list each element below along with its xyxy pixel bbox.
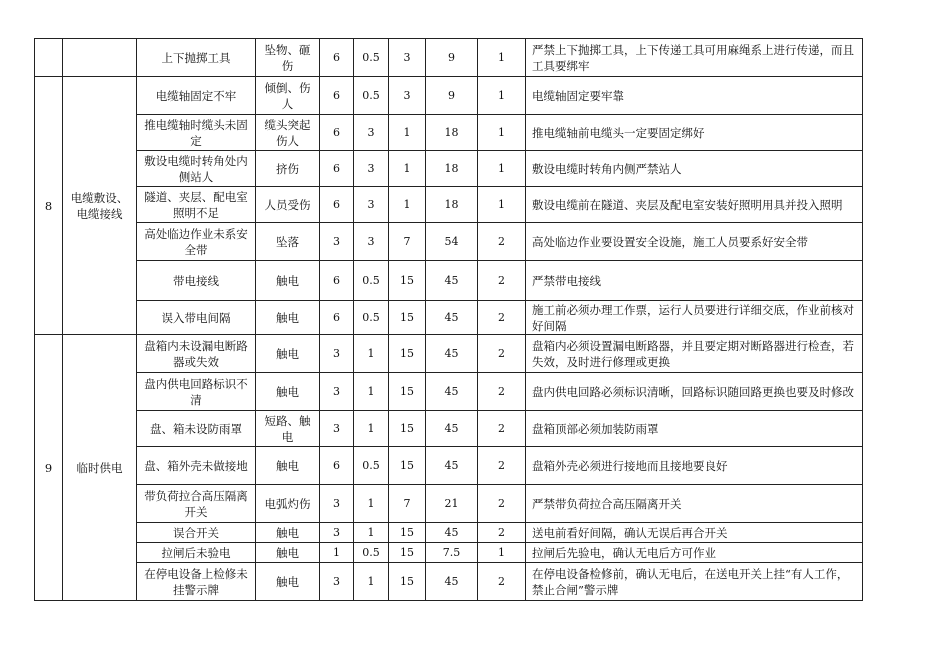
control-measure-cell: 施工前必须办理工作票，运行人员要进行详细交底，作业前核对好间隔 [526,301,863,335]
risk-grade-cell: 1 [478,151,526,187]
d-value-cell: 9 [426,39,478,77]
work-area-cell: 电缆敷设、电缆接线 [63,77,137,335]
table-row [35,187,863,223]
c-value-cell: 1 [389,151,426,187]
control-measure-cell: 在停电设备检修前，确认无电后，在送电开关上挂“有人工作，禁止合闸”警示牌 [526,563,863,601]
control-measure-cell: 敷设电缆前在隧道、夹层及配电室安装好照明用具并投入照明 [526,187,863,223]
hazard-cell: 推电缆轴时缆头未固定 [137,115,256,151]
risk-grade-cell: 2 [478,447,526,485]
hazard-cell: 盘内供电回路标识不清 [137,373,256,411]
harm-cell: 触电 [256,523,320,543]
risk-grade-cell: 2 [478,563,526,601]
l-value-cell: 3 [320,563,354,601]
d-value-cell: 54 [426,223,478,261]
l-value-cell: 6 [320,261,354,301]
e-value-cell: 0.5 [354,447,389,485]
risk-grade-cell: 1 [478,543,526,563]
d-value-cell: 45 [426,411,478,447]
l-value-cell: 3 [320,411,354,447]
table-row [35,485,863,523]
harm-cell: 触电 [256,543,320,563]
hazard-cell: 盘箱内未设漏电断路器或失效 [137,335,256,373]
l-value-cell: 6 [320,151,354,187]
control-measure-cell: 电缆轴固定要牢靠 [526,77,863,115]
d-value-cell: 45 [426,373,478,411]
table-row [35,77,863,115]
c-value-cell: 3 [389,39,426,77]
risk-grade-cell: 2 [478,485,526,523]
control-measure-cell: 拉闸后先验电，确认无电后方可作业 [526,543,863,563]
table-row [35,523,863,543]
table-row [35,447,863,485]
c-value-cell: 1 [389,187,426,223]
d-value-cell: 18 [426,115,478,151]
e-value-cell: 0.5 [354,77,389,115]
d-value-cell: 45 [426,335,478,373]
table-row [35,261,863,301]
item-number-cell [35,39,63,77]
e-value-cell: 3 [354,223,389,261]
d-value-cell: 45 [426,301,478,335]
risk-grade-cell: 2 [478,373,526,411]
harm-cell: 倾倒、伤人 [256,77,320,115]
risk-grade-cell: 1 [478,77,526,115]
e-value-cell: 1 [354,523,389,543]
work-area-cell: 临时供电 [63,335,137,601]
hazard-cell: 带负荷拉合高压隔离开关 [137,485,256,523]
l-value-cell: 6 [320,39,354,77]
e-value-cell: 0.5 [354,39,389,77]
harm-cell: 触电 [256,335,320,373]
c-value-cell: 15 [389,373,426,411]
harm-cell: 触电 [256,373,320,411]
item-number-cell: 8 [35,77,63,335]
item-number-cell: 9 [35,335,63,601]
hazard-cell: 在停电设备上检修未挂警示牌 [137,563,256,601]
e-value-cell: 3 [354,151,389,187]
d-value-cell: 7.5 [426,543,478,563]
c-value-cell: 15 [389,335,426,373]
c-value-cell: 7 [389,485,426,523]
hazard-cell: 电缆轴固定不牢 [137,77,256,115]
work-area-cell [63,39,137,77]
harm-cell: 触电 [256,447,320,485]
c-value-cell: 15 [389,563,426,601]
c-value-cell: 1 [389,115,426,151]
hazard-cell: 误合开关 [137,523,256,543]
hazard-cell: 上下抛掷工具 [137,39,256,77]
c-value-cell: 7 [389,223,426,261]
control-measure-cell: 盘箱内必须设置漏电断路器，并且要定期对断路器进行检查，若失效，及时进行修理或更换 [526,335,863,373]
risk-grade-cell: 2 [478,301,526,335]
d-value-cell: 9 [426,77,478,115]
control-measure-cell: 盘箱外壳必须进行接地而且接地要良好 [526,447,863,485]
risk-grade-cell: 1 [478,115,526,151]
harm-cell: 触电 [256,563,320,601]
e-value-cell: 3 [354,115,389,151]
table-row [35,115,863,151]
control-measure-cell: 敷设电缆时转角内侧严禁站人 [526,151,863,187]
l-value-cell: 3 [320,373,354,411]
control-measure-cell: 严禁带电接线 [526,261,863,301]
control-measure-cell: 送电前看好间隔，确认无误后再合开关 [526,523,863,543]
table-row [35,563,863,601]
table-row [35,39,863,77]
e-value-cell: 3 [354,187,389,223]
hazard-cell: 拉闸后未验电 [137,543,256,563]
d-value-cell: 18 [426,151,478,187]
d-value-cell: 45 [426,563,478,601]
harm-cell: 坠落 [256,223,320,261]
hazard-cell: 敷设电缆时转角处内侧站人 [137,151,256,187]
hazard-cell: 误入带电间隔 [137,301,256,335]
hazard-cell: 盘、箱未设防雨罩 [137,411,256,447]
c-value-cell: 15 [389,447,426,485]
e-value-cell: 1 [354,335,389,373]
l-value-cell: 1 [320,543,354,563]
e-value-cell: 1 [354,411,389,447]
harm-cell: 触电 [256,301,320,335]
c-value-cell: 15 [389,523,426,543]
e-value-cell: 1 [354,563,389,601]
l-value-cell: 6 [320,77,354,115]
table-row [35,373,863,411]
e-value-cell: 1 [354,373,389,411]
e-value-cell: 1 [354,485,389,523]
risk-grade-cell: 2 [478,523,526,543]
risk-grade-cell: 1 [478,39,526,77]
harm-cell: 短路、触电 [256,411,320,447]
l-value-cell: 6 [320,301,354,335]
table-row [35,543,863,563]
d-value-cell: 21 [426,485,478,523]
d-value-cell: 45 [426,523,478,543]
hazard-cell: 隧道、夹层、配电室照明不足 [137,187,256,223]
e-value-cell: 0.5 [354,301,389,335]
control-measure-cell: 盘内供电回路必须标识清晰，回路标识随回路更换也要及时修改 [526,373,863,411]
harm-cell: 电弧灼伤 [256,485,320,523]
c-value-cell: 3 [389,77,426,115]
risk-grade-cell: 2 [478,411,526,447]
l-value-cell: 6 [320,187,354,223]
c-value-cell: 15 [389,261,426,301]
risk-grade-cell: 2 [478,335,526,373]
l-value-cell: 3 [320,523,354,543]
d-value-cell: 45 [426,447,478,485]
c-value-cell: 15 [389,301,426,335]
d-value-cell: 45 [426,261,478,301]
e-value-cell: 0.5 [354,543,389,563]
d-value-cell: 18 [426,187,478,223]
l-value-cell: 3 [320,485,354,523]
l-value-cell: 6 [320,115,354,151]
table-row [35,151,863,187]
control-measure-cell: 盘箱顶部必须加装防雨罩 [526,411,863,447]
harm-cell: 坠物、砸伤 [256,39,320,77]
table-row [35,223,863,261]
hazard-cell: 高处临边作业未系安全带 [137,223,256,261]
control-measure-cell: 严禁带负荷拉合高压隔离开关 [526,485,863,523]
l-value-cell: 6 [320,447,354,485]
control-measure-cell: 推电缆轴前电缆头一定要固定绑好 [526,115,863,151]
e-value-cell: 0.5 [354,261,389,301]
l-value-cell: 3 [320,223,354,261]
l-value-cell: 3 [320,335,354,373]
harm-cell: 触电 [256,261,320,301]
hazard-cell: 盘、箱外壳未做接地 [137,447,256,485]
c-value-cell: 15 [389,543,426,563]
harm-cell: 缆头突起伤人 [256,115,320,151]
risk-grade-cell: 2 [478,261,526,301]
table-row [35,301,863,335]
harm-cell: 挤伤 [256,151,320,187]
risk-grade-cell: 1 [478,187,526,223]
control-measure-cell: 高处临边作业要设置安全设施，施工人员要系好安全带 [526,223,863,261]
table-row [35,411,863,447]
c-value-cell: 15 [389,411,426,447]
hazard-cell: 带电接线 [137,261,256,301]
harm-cell: 人员受伤 [256,187,320,223]
hazard-assessment-table [34,38,863,601]
control-measure-cell: 严禁上下抛掷工具，上下传递工具可用麻绳系上进行传递，而且工具要绑牢 [526,39,863,77]
risk-grade-cell: 2 [478,223,526,261]
table-row [35,335,863,373]
